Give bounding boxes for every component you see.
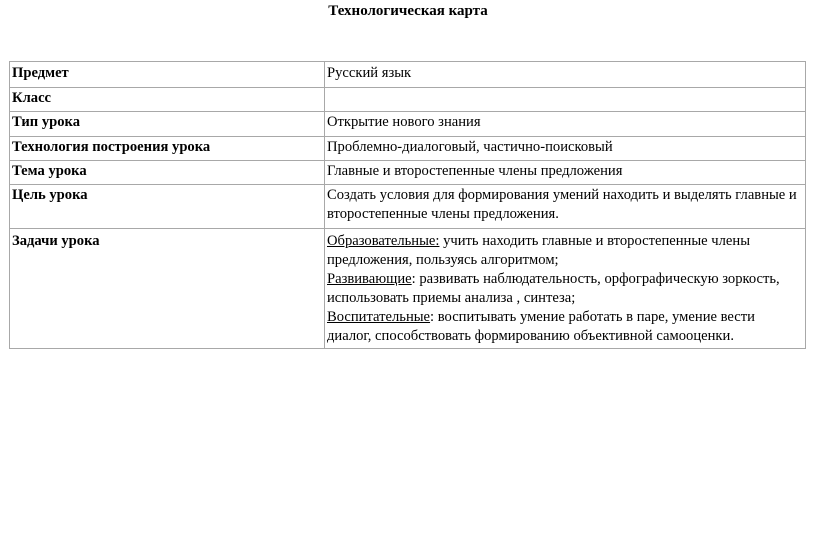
table-row-lesson-type <box>10 112 806 137</box>
row-label: Цель урока <box>10 185 325 229</box>
table-row-tasks <box>10 229 806 349</box>
row-label: Технология построения урока <box>10 137 325 161</box>
table-row-technology <box>10 137 806 161</box>
row-value: Создать условия для формирования умений находить и выделять главные и второстепенные члены предложения. <box>325 185 806 229</box>
task-upbringing-text: : воспитывать умение работать в паре, умение вести диалог, способствовать формированию объективной самооценки. <box>327 309 755 344</box>
task-educational <box>327 232 802 270</box>
task-educational-title: Образовательные: <box>327 233 440 249</box>
task-developing <box>327 270 802 308</box>
row-value: Открытие нового знания <box>325 112 806 137</box>
row-value: Русский язык <box>325 62 806 88</box>
lesson-plan-table <box>9 61 806 349</box>
row-label: Тема урока <box>10 161 325 185</box>
task-developing-title: Развивающие <box>327 271 412 287</box>
table-row-class <box>10 88 806 112</box>
task-upbringing-title: Воспитательные <box>327 309 431 325</box>
row-value: Главные и второстепенные члены предложения <box>325 161 806 185</box>
row-label: Задачи урока <box>10 229 325 349</box>
row-value: Проблемно-диалоговый, частично-поисковый <box>325 137 806 161</box>
row-label: Предмет <box>10 62 325 88</box>
row-label: Тип урока <box>10 112 325 137</box>
document-title: Технологическая карта <box>328 3 488 19</box>
tasks-cell <box>325 229 806 349</box>
row-label: Класс <box>10 88 325 112</box>
task-upbringing <box>327 308 802 346</box>
task-educational-text: учить находить главные и второстепенные члены предложения, пользуясь алгоритмом; <box>327 233 750 268</box>
table-row-subject <box>10 62 806 88</box>
row-value <box>325 88 806 112</box>
task-developing-text: : развивать наблюдательность, орфографическую зоркость, использовать приемы анализа , синтеза; <box>327 271 780 306</box>
table-row-topic <box>10 161 806 185</box>
table-row-goal <box>10 185 806 229</box>
